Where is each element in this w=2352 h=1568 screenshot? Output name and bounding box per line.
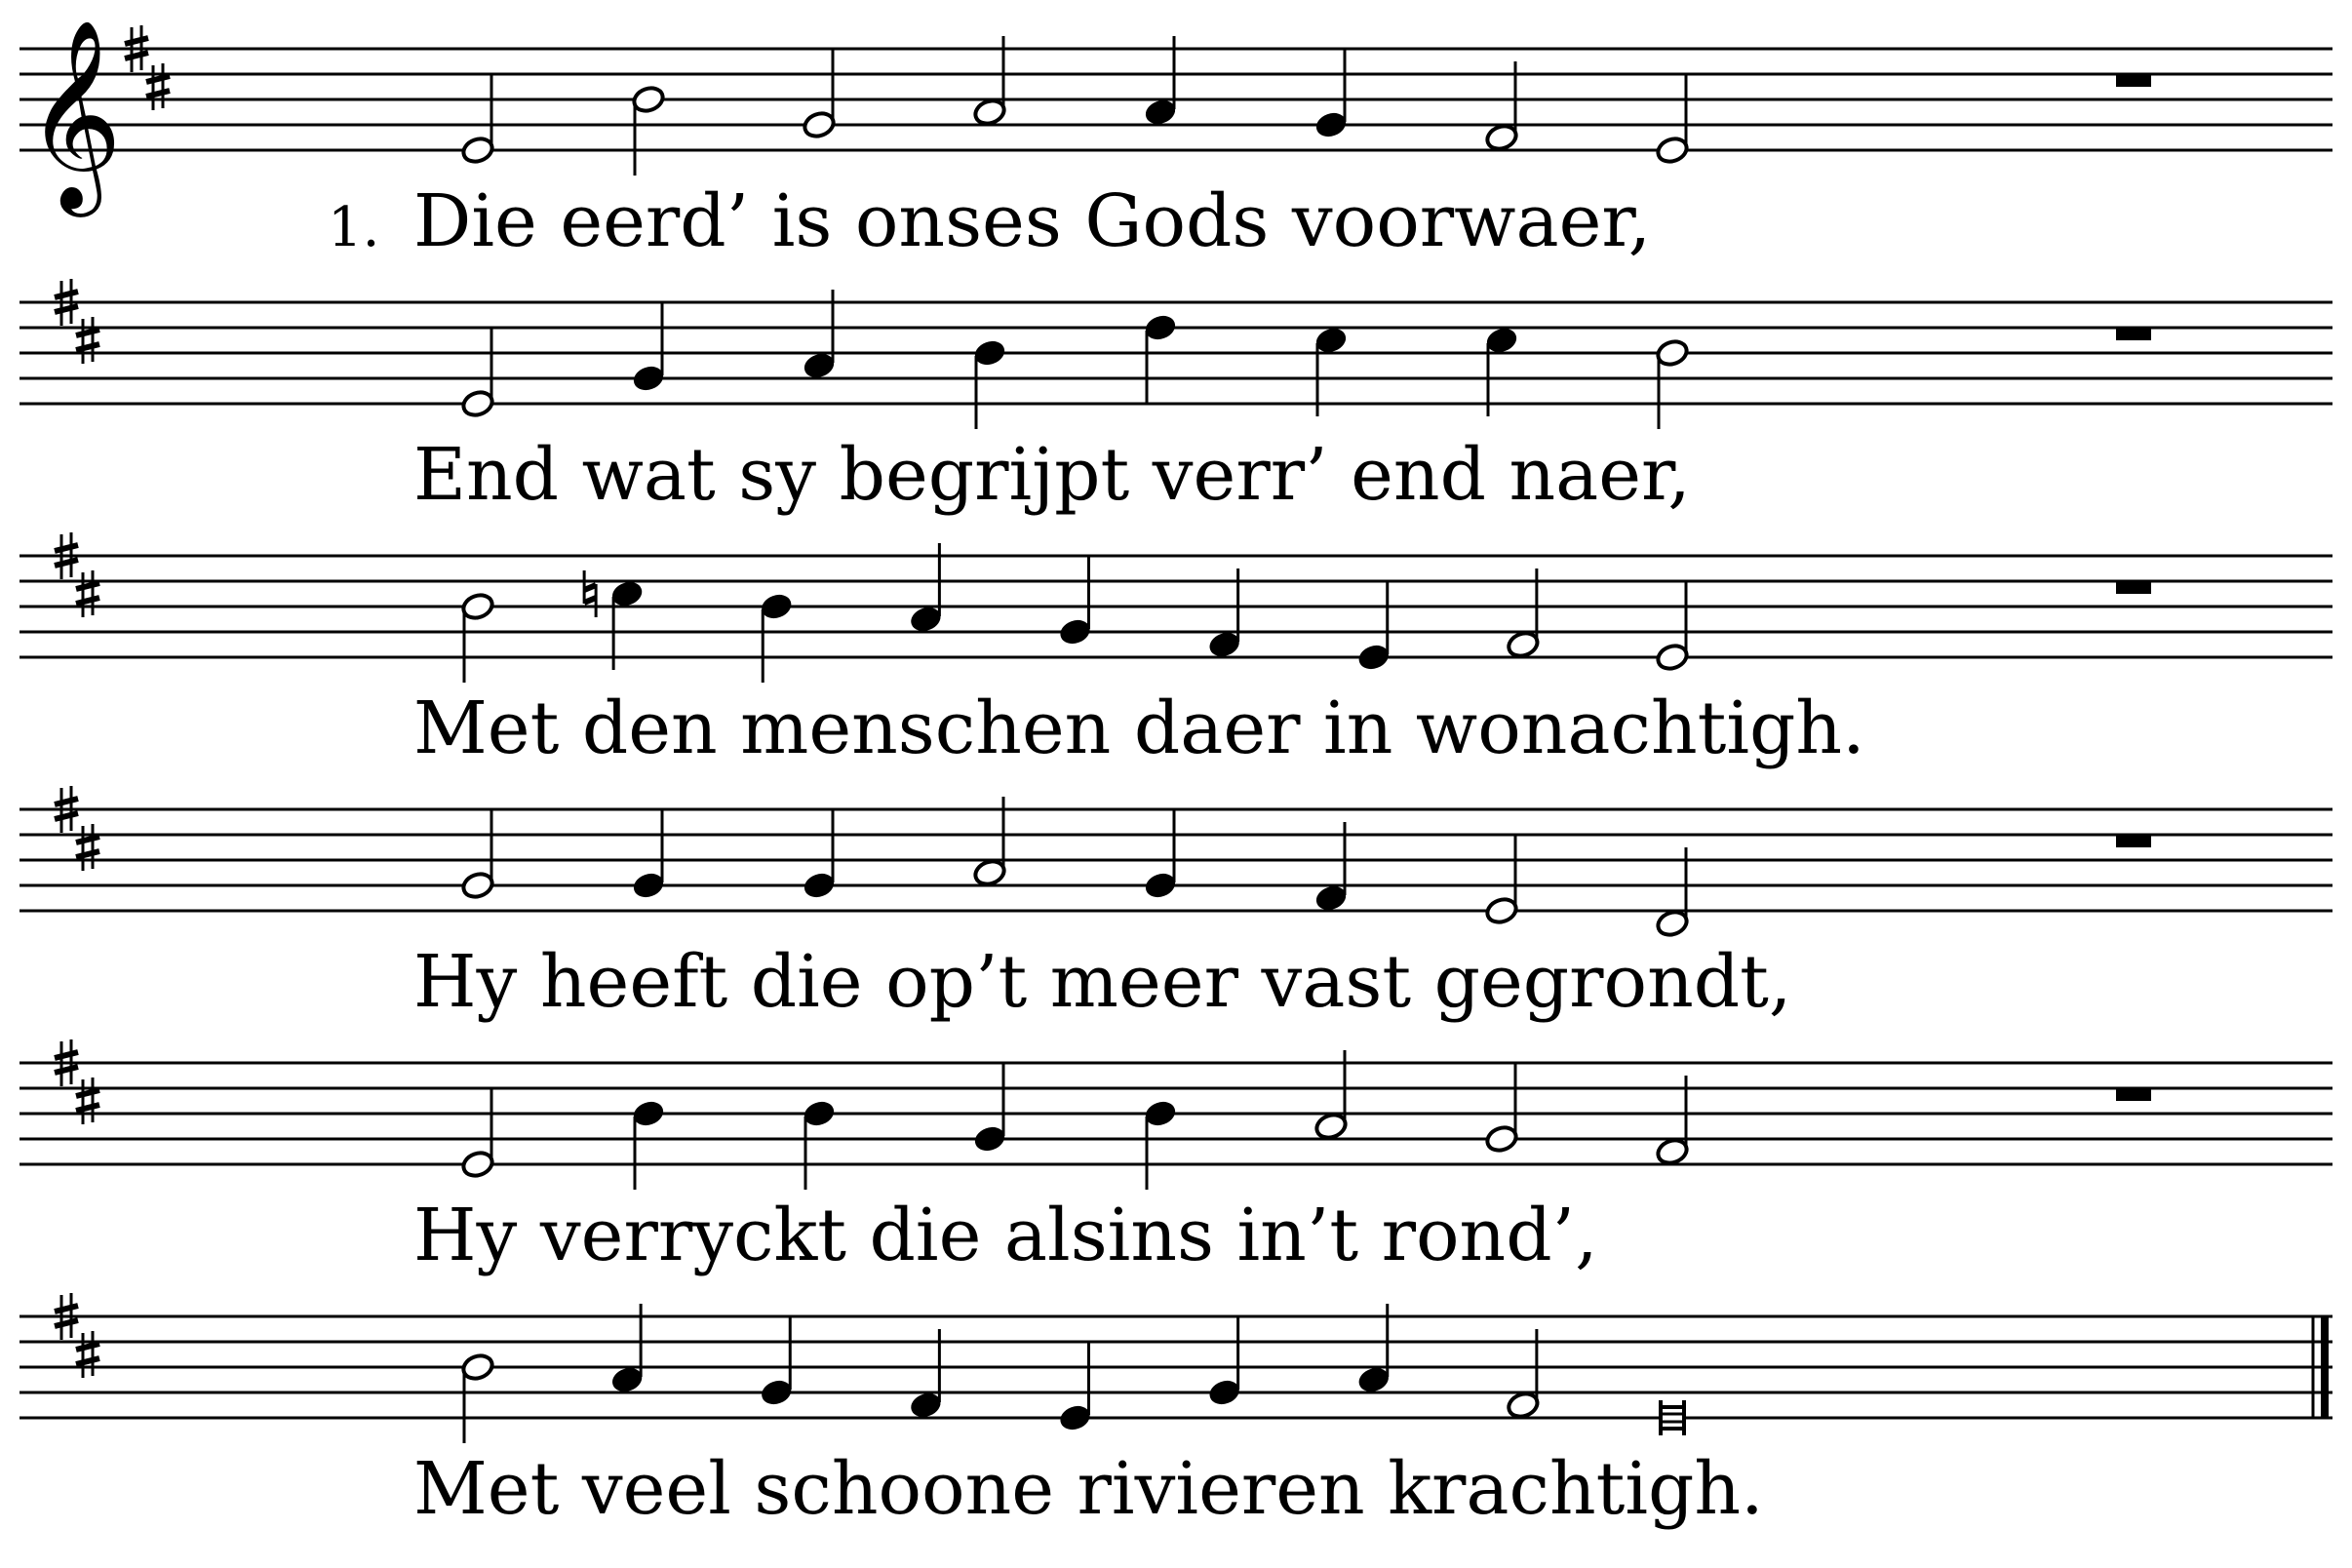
sharp-bar: [146, 76, 170, 82]
sharp-bar: [76, 344, 99, 350]
note: [1655, 581, 1690, 672]
note: [1356, 581, 1392, 672]
note: [460, 74, 495, 165]
note: [802, 809, 837, 900]
note: [460, 328, 495, 418]
sharp-bar: [76, 583, 99, 589]
note: [631, 1099, 666, 1190]
key-sharp: [146, 63, 170, 110]
note: [972, 338, 1007, 429]
verse-number: 1.: [328, 196, 380, 259]
natural-bar: [584, 598, 596, 603]
note: [460, 1352, 495, 1443]
sharp-bar: [55, 813, 78, 819]
lyric-line-1: Die eerd’ is onses Gods voorwaer,: [413, 179, 1652, 263]
sharp-bar: [55, 1306, 78, 1312]
lyric-line-4: Hy heeft die op’t meer vast gegrondt,: [413, 940, 1792, 1024]
sharp-bar: [76, 598, 99, 604]
note: [802, 1099, 837, 1190]
sharp-bar: [55, 292, 78, 297]
breve-notehead: [1661, 1407, 1684, 1429]
lyric-line-6: Met veel schoone rivieren krachtigh.: [413, 1447, 1764, 1531]
note: [1207, 1316, 1242, 1407]
note: [1484, 1063, 1519, 1154]
note: [460, 809, 495, 900]
note: [802, 49, 837, 139]
key-sharp: [76, 1078, 99, 1124]
sharp-bar: [55, 799, 78, 804]
sharp-bar: [55, 545, 78, 551]
note: [1143, 1099, 1178, 1190]
note: [460, 1088, 495, 1179]
sharp-bar: [76, 1358, 99, 1364]
note: [1058, 1342, 1093, 1432]
note: [1058, 556, 1093, 647]
note: [460, 592, 495, 683]
sharp-bar: [55, 1052, 78, 1058]
whole-rest: [2116, 74, 2151, 87]
note: [1143, 809, 1178, 900]
sharp-bar: [55, 306, 78, 312]
natural-accidental: [584, 570, 596, 617]
staff-system: [20, 532, 2332, 683]
sharp-bar: [125, 38, 148, 44]
sharp-bar: [76, 330, 99, 335]
sharp-bar: [55, 1320, 78, 1326]
note: [1484, 835, 1519, 925]
lyric-line-3: Met den menschen daer in wonachtigh.: [413, 686, 1865, 770]
staff-system: [20, 1293, 2332, 1443]
sharp-bar: [76, 1090, 99, 1096]
whole-rest: [2116, 1088, 2151, 1101]
sharp-bar: [76, 1344, 99, 1350]
note: [1655, 74, 1690, 165]
staff-system: [20, 279, 2332, 429]
key-sharp: [76, 824, 99, 871]
sharp-bar: [76, 1105, 99, 1111]
key-sharp: [76, 570, 99, 617]
key-sharp: [76, 317, 99, 364]
note: [1313, 49, 1349, 139]
staff-system: [20, 786, 2332, 938]
note: [631, 302, 666, 393]
note: [1143, 313, 1178, 404]
sharp-bar: [55, 1067, 78, 1073]
sharp-bar: [76, 851, 99, 857]
whole-rest: [2116, 581, 2151, 594]
note: [759, 1316, 794, 1407]
sharp-bar: [76, 837, 99, 843]
note: [1661, 1400, 1684, 1435]
staff-system: [20, 1039, 2332, 1190]
note: [631, 85, 666, 176]
note: [972, 1063, 1007, 1154]
note: [631, 809, 666, 900]
whole-rest: [2116, 835, 2151, 847]
sharp-bar: [55, 560, 78, 566]
note: [759, 592, 794, 683]
sharp-bar: [146, 91, 170, 97]
sharp-bar: [125, 53, 148, 59]
key-sharp: [76, 1331, 99, 1378]
lyric-line-5: Hy verryckt die alsins in’t rond’,: [413, 1194, 1598, 1277]
whole-rest: [2116, 328, 2151, 340]
natural-bar: [584, 585, 596, 590]
note: [1655, 338, 1690, 429]
treble-clef: 𝄞: [25, 18, 123, 209]
lyric-line-2: End wat sy begrijpt verr’ end naer,: [413, 433, 1691, 517]
note: [584, 570, 645, 670]
